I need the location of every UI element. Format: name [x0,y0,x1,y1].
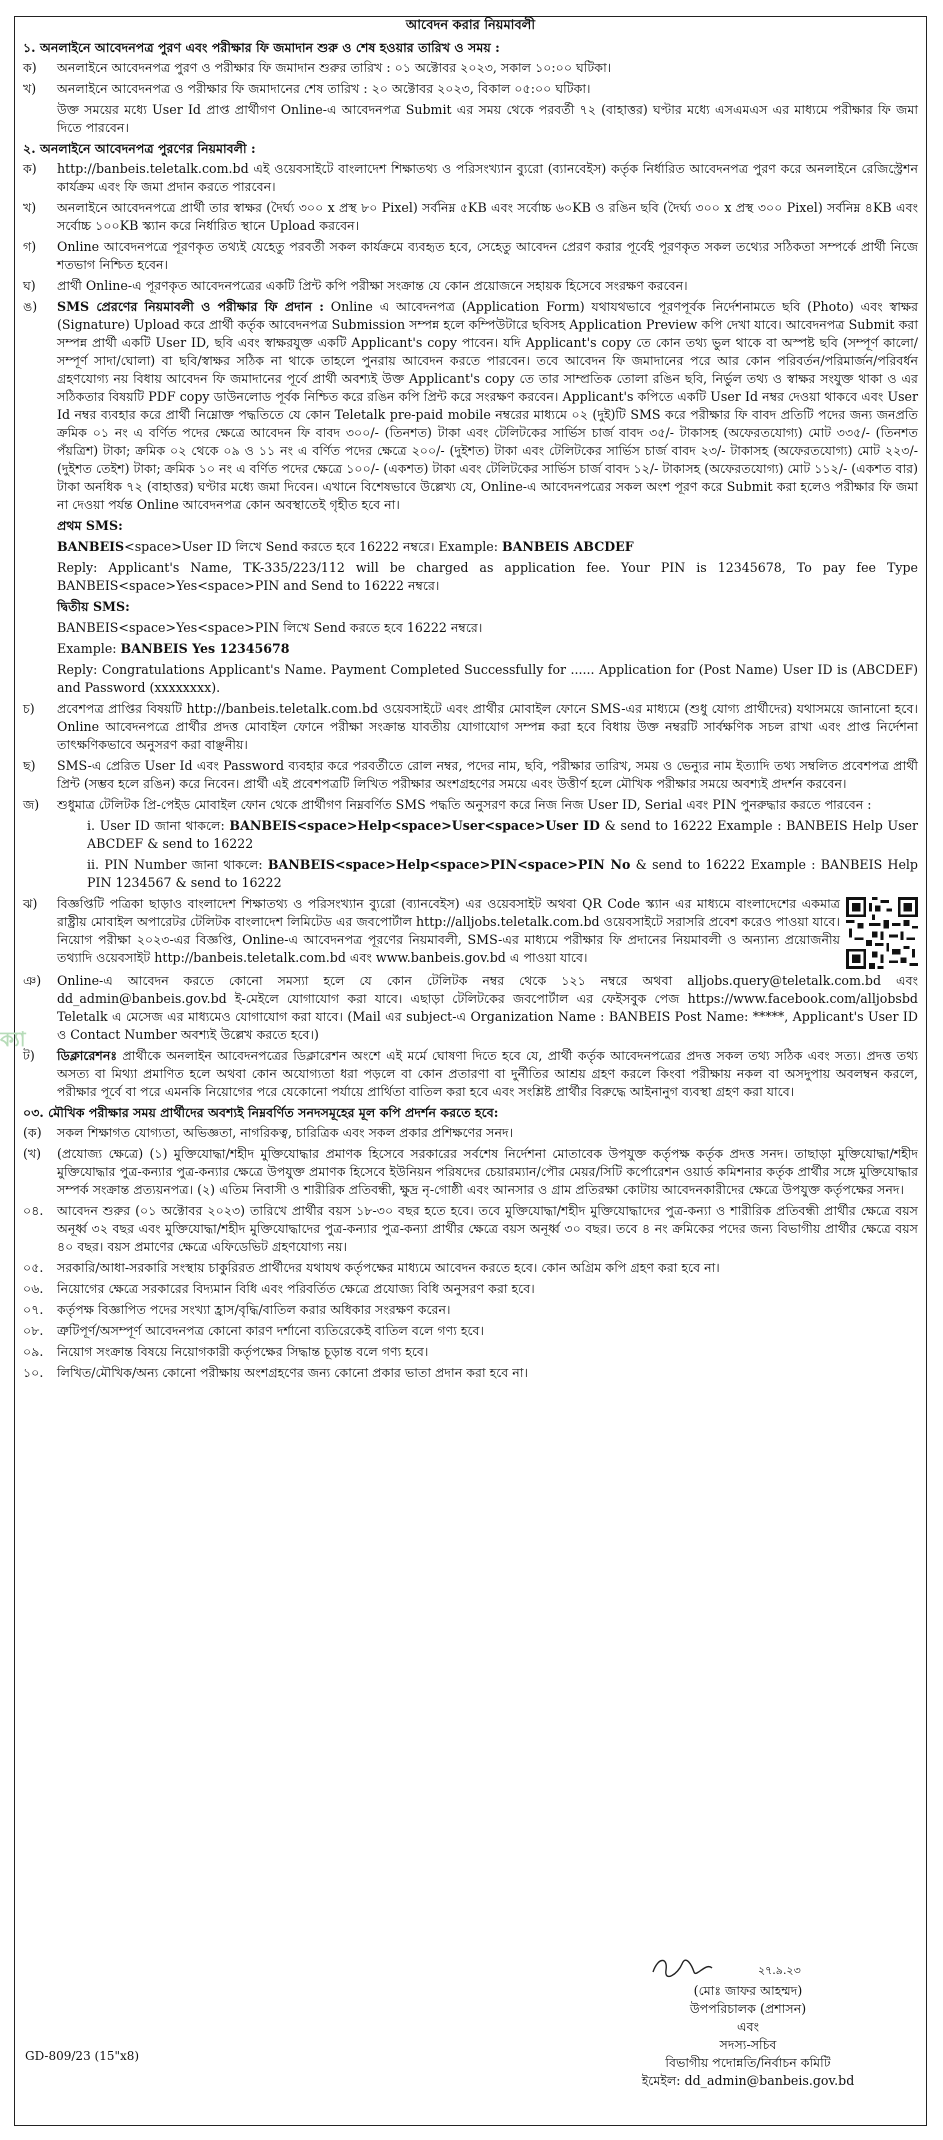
notice-title: আবেদন করার নিয়মাবলী [405,18,536,33]
sms-rules-text: Online এ আবেদনপত্র (Application Form) যথাযথভাবে পূরণপূর্বক নির্দেশনামতে ছবি (Photo) এবং স্বাক্ষর (Signature) Upload করে প্রার্থী কর্তৃক আবেদনপত্র Submission সম্পন্ন হলে কম্পিউটারে ছবিসহ Application Preview কপি দেখা যাবে। আবেদনপত্র Submit করা সম্পন্ন প্রার্থী একটি User ID, ছবি এবং স্বাক্ষরযুক্ত একটি Applicant's copy পাবেন। যদি Applicant's copy তে কোন তথ্য ভুল থাকে বা অস্পষ্ট ছবি (সম্পূর্ণ কালো/সম্পূর্ণ সাদা/ঘোলা) বা ছবি/স্বাক্ষর সঠিক না থাকে তাহলে পুনরায় আবেদন করতে পারবেন। তবে আবেদন ফি জমাদানের পরে আর কোন পরিবর্তন/পরিমার্জন/পরিবর্ধন গ্রহণযোগ্য নয় বিধায় আবেদন ফি জমাদানের পূর্বে প্রার্থী অবশ্যই উক্ত Applicant's copy তে তার সাম্প্রতিক তোলা রঙিন ছবি, নির্ভুল তথ্য ও স্বাক্ষর সংযুক্ত থাকা ও এর সঠিকতার বিষয়টি PDF copy ডাউনলোড পূর্বক নিশ্চিত করে রঙিন কপি প্রিন্ট করে সংরক্ষণ করবেন। Applicant's কপিতে একটি User Id নম্বর দেওয়া থাকবে এবং User Id নম্বর ব্যবহার করে প্রার্থী নিম্নোক্ত পদ্ধতিতে যে কোন Teletalk pre-paid mobile নম্বরের মাধ্যমে ০২ (দুই)টি SMS করে পরীক্ষার ফি বাবদ প্রতিটি পদের জন্য জনপ্রতি ক্রমিক ০১ নং এ বর্ণিত পদের ক্ষেত্রে আবেদন ফি বাবদ ৩০০/- (তিনশত) টাকা এবং টেলিটকের সার্ভিস চার্জ বাবদ ৩৫/- টাকাসহ (অফেরতযোগ্য) মোট ৩৩৫/- (তিনশত পঁয়ত্রিশ) টাকা; ক্রমিক ০২ থেকে ০৯ ও ১১ নং এ বর্ণিত পদের ক্ষেত্রে ২০০/- (দুইশত) টাকা এবং টেলিটকের সার্ভিস চার্জ বাবদ ২৩/- টাকাসহ (অফেরতযোগ্য) মোট ২২৩/- (দুইশত তেইশ) টাকা; ক্রমিক ১০ নং এ বর্ণিত পদের ক্ষেত্রে ১০০/- (একশত) টাকা এবং টেলিটকের সার্ভিস চার্জ বাবদ ১২/- টাকাসহ (অফেরতযোগ্য) মোট ১১২/- (একশত বার) টাকা অনধিক ৭২ (বাহাত্তর) ঘণ্টার মধ্যে জমা দিবেন। এখানে বিশেষভাবে উল্লেখ্য যে, Online-এ আবেদনপত্রের সকল অংশ পূরণ করে Submit করা হলেও পরীক্ষার ফি জমা না দেওয়া পর্যন্ত Online আবেদনপত্র কোন অবস্থাতেই গৃহীত হবে না। [57,299,918,512]
signature-area [618,1952,878,1982]
notice-frame [14,16,927,2126]
publication-code: GD-809/23 (15"x8) [25,2049,140,2063]
section-2-item-jha: ঝ) বিজ্ঞপ্তিটি পত্রিকা ছাড়াও বাংলাদেশ শিক্ষাতথ্য ও পরিসংখ্যান ব্যুরো (ব্যানবেইস) এর ওয়েবসাইট অথবা QR Code স্ক্যান এর মাধ্যমে বাংলাদেশের একমাত্র রাষ্ট্রীয় মোবাইল অপারেটর টেলিটক বাংলাদেশ লিমিটেড এর জবপোর্টাল http://alljobs.teletalk.com.bd ওয়েবসাইটে সরাসরি প্রবেশ করেও পাওয়া যাবে। নিয়োগ পরীক্ষা ২০২৩-এর বিজ্ঞপ্তি, Online-এ আবেদনপত্র পূরণের নিয়মাবলী, SMS-এর মাধ্যমে পরীক্ষার ফি প্রদানের নিয়মাবলী ও অন্যান্য প্রয়োজনীয় তথ্যাদি ওয়েবসাইট http://banbeis.teletalk.com.bd এবং www.banbeis.gov.bd এ পাওয়া যাবে। [23,895,918,969]
section-1-title: ১. অনলাইনে আবেদনপত্র পুরণ এবং পরীক্ষার ফি জমাদান শুরু ও শেষ হওয়ার তারিখ ও সময় : [23,40,500,55]
section-2-item-ka: ক) http://banbeis.teletalk.com.bd এই ওয়েবসাইটে বাংলাদেশ শিক্ষাতথ্য ও পরিসংখ্যান ব্যুরো (ব্যানবেইস) কর্তৃক নির্ধারিত আবেদনপত্র পুরণ করে অনলাইনে রেজিস্ট্রেশন কার্যক্রম এবং ফি জমা প্রদান করতে পারবেন। [23,161,918,194]
signature-scribble [648,1952,768,1982]
notice-body [23,37,918,1385]
section-1-item-kha: খ) অনলাইনে আবেদনপত্র ও পরীক্ষার ফি জমাদানের শেষ তারিখ : ২০ অক্টোবর ২০২৩, বিকাল ০৫:০০ ঘটিকা। [23,81,591,96]
section-1-item-ka: ক) অনলাইনে আবেদনপত্র পুরণ ও পরীক্ষার ফি জমাদান শুরুর তারিখ : ০১ অক্টোবর ২০২৩, সকাল ১০:০০ ঘটিকা। [23,60,612,75]
section-2-item-nya: ঞ) Online-এ আবেদন করতে কোনো সমস্যা হলে যে কোন টেলিটক নম্বর থেকে ১২১ নম্বরে অথবা alljobs.query@teletalk.com.bd এবং dd_admin@banbeis.gov.bd ই-মেইলে যোগাযোগ করা যাবে। এছাড়া টেলিটকের জবপোর্টাল এর ফেইসবুক পেজ https://www.facebook.com/alljobsbd Teletalk এ মেসেজ এর মাধ্যমেও যোগাযোগ করা যাবে। (Mail এর subject-এ Organization Name : BANBEIS Post Name: *****, Applicant's User ID ও Contact Number অবশ্যই উল্লেখ করতে হবে।) [23,973,918,1042]
item-07: ০৭. কর্তৃপক্ষ বিজ্ঞাপিত পদের সংখ্যা হ্রাস/বৃদ্ধি/বাতিল করার অধিকার সংরক্ষণ করেন। [23,1302,451,1317]
recovery-pin: ii. PIN Number জানা থাকলে: BANBEIS<space>Help<space>PIN<space>PIN No & send to 16222 Example : BANBEIS Help PIN 1234567 & send to 16222 [87,857,918,890]
signatory-committee: বিভাগীয় পদোন্নতি/নির্বাচন কমিটি [665,2055,831,2070]
section-2-item-kha: খ) অনলাইনে আবেদনপত্রে প্রার্থী তার স্বাক্ষর (দৈর্ঘ্য ৩০০ x প্রস্থ ৮০ Pixel) সর্বনিম্ন ৫KB এবং সর্বোচ্চ ৬০KB ও রঙিন ছবি (দৈর্ঘ্য ৩০০ x প্রস্থ ৩০০ Pixel) সর্বনিম্ন ৪KB এবং সর্বোচ্চ ১০০KB স্ক্যান করে নির্ধারিত স্থানে Upload করবেন। [23,200,918,233]
signatory-email: ইমেইল: dd_admin@banbeis.gov.bd [641,2073,855,2088]
declaration: ট) ডিক্লারেশনঃ প্রার্থীকে অনলাইন আবেদনপত্রের ডিক্লারেশন অংশে এই মর্মে ঘোষণা দিতে হবে যে, প্রার্থী কর্তৃক আবেদনপত্রের প্রদত্ত সকল তথ্য সঠিক এবং সত্য। প্রদত্ত তথ্য অসত্য বা মিথ্যা প্রমাণিত হলে অথবা কোন অযোগ্যতা ধরা পড়লে বা কোন প্রতারণা বা দুর্নীতির আশ্রয় গ্রহণ করলে কিংবা পরীক্ষায় নকল বা অসদুপায় অবলম্বন করলে, পরীক্ষার পূর্বে বা পরে এমনকি নিয়োগের পরে যেকোনো পর্যায়ে প্রার্থিতা বাতিল করা হবে এবং সংশ্লিষ্ট প্রার্থীর বিরুদ্ধে আইনানুগ ব্যবস্থা গ্রহণ করা যাবে। [23,1048,918,1099]
second-sms-reply: Reply: Congratulations Applicant's Name. Payment Completed Successfully for ...... Application for (Post Name) User ID is (ABCDEF) and Password (xxxxxxxx). [57,662,918,695]
section-3-item-ka: (ক) সকল শিক্ষাগত যোগ্যতা, অভিজ্ঞতা, নাগরিকত্ব, চারিত্রিক এবং সকল প্রকার প্রশিক্ষণের সনদ। [23,1125,514,1140]
signature-date: ২৭.৯.২৩ [758,1964,801,1977]
first-sms-heading: প্রথম SMS: [57,518,123,533]
qr-code-icon[interactable] [846,897,918,969]
item-08: ০৮. ত্রুটিপূর্ণ/অসম্পূর্ণ আবেদনপত্র কোনো কারণ দর্শানো ব্যতিরেকেই বাতিল বলে গণ্য হবে। [23,1323,485,1338]
recovery-user-id: i. User ID জানা থাকলে: BANBEIS<space>Help<space>User<space>User ID & send to 16222 Example : BANBEIS Help User ABCDEF & send to 16222 [87,818,919,851]
section-2-item-ja: জ) শুধুমাত্র টেলিটক প্রি-পেইড মোবাইল ফোন থেকে প্রার্থীগণ নিম্নবর্ণিত SMS পদ্ধতি অনুসরণ করে নিজ নিজ User ID, Serial এবং PIN পুনরুদ্ধার করতে পারবেন : [23,797,872,812]
item-10: ১০. লিখিত/মৌখিক/অন্য কোনো পরীক্ষায় অংশগ্রহণের জন্য কোনো প্রকার ভাতা প্রদান করা হবে না। [23,1365,528,1380]
signatory-name: (মোঃ জাফর আহম্মদ) [693,1983,803,1998]
watermark-logo: ক্যা [0,1027,27,1051]
item-05: ০৫. সরকারি/আধা-সরকারি সংস্থায় চাকুরিরত প্রার্থীদের যথাযথ কর্তৃপক্ষের মাধ্যমে আবেদন করতে হবে। কোন অগ্রিম কপি গ্রহণ করা হবে না। [23,1260,720,1275]
item-09: ০৯. নিয়োগ সংক্রান্ত বিষয়ে নিয়োগকারী কর্তৃপক্ষের সিদ্ধান্ত চূড়ান্ত বলে গণ্য হবে। [23,1344,429,1359]
declaration-heading: ডিক্লারেশনঃ [57,1048,118,1063]
item-04: ০৪. আবেদন শুরুর (০১ অক্টোবর ২০২৩) তারিখে প্রার্থীর বয়স ১৮-৩০ বছর হতে হবে। তবে মুক্তিযোদ্ধা/শহীদ মুক্তিযোদ্ধাদের পুত্র-কন্যা ও শারীরিক প্রতিবন্ধী প্রার্থীর ক্ষেত্রে বয়স অনূর্ধ্ব ৩২ বছর এবং মুক্তিযোদ্ধা/শহীদ মুক্তিযোদ্ধাদের পুত্র-কন্যার পুত্র-কন্যা প্রার্থীর ক্ষেত্রে বয়স অনূর্ধ্ব ৩০ বছর। তবে ৪ নং ক্রমিকের পদের জন্য বিভাগীয় প্রার্থীর ক্ষেত্রে বয়স ৪০ বছর। বয়স প্রমাণের ক্ষেত্রে এফিডেভিট গ্রহণযোগ্য নয়। [23,1203,918,1254]
section-2-item-gha: ঘ) প্রার্থী Online-এ পূরণকৃত আবেদনপত্রের একটি প্রিন্ট কপি পরীক্ষা সংক্রান্ত যে কোন প্রয়োজনে সহায়ক হিসেবে সংরক্ষণ করবেন। [23,278,688,293]
item-06: ০৬. নিয়োগের ক্ষেত্রে সরকারের বিদ্যমান বিধি এবং পরিবর্তিত ক্ষেত্রে প্রযোজ্য বিধি অনুসরণ করা হবে। [23,1281,535,1296]
section-1-note: উক্ত সময়ের মধ্যে User Id প্রাপ্ত প্রার্থীগণ Online-এ আবেদনপত্র Submit এর সময় থেকে পরবর্তী ৭২ (বাহাত্তর) ঘণ্টার মধ্যে এসএমএস এর মাধ্যমে পরীক্ষার ফি জমা দিতে পারবেন। [57,102,918,135]
first-sms-reply: Reply: Applicant's Name, TK-335/223/112 will be charged as application fee. Your PIN is 12345678, To pay fee Type BANBEIS<space>Yes<space>PIN and Send to 16222 নম্বরে। [57,560,918,593]
sms-rules: ঙ) SMS প্রেরণের নিয়মাবলী ও পরীক্ষার ফি প্রদান : Online এ আবেদনপত্র (Application Form) যথাযথভাবে পূরণপূর্বক নির্দেশনামতে ছবি (Photo) এবং স্বাক্ষর (Signature) Upload করে প্রার্থী কর্তৃক আবেদনপত্র Submission সম্পন্ন হলে কম্পিউটারে ছবিসহ Application Preview কপি দেখা যাবে। আবেদনপত্র Submit করা সম্পন্ন প্রার্থী একটি User ID, ছবি এবং স্বাক্ষরযুক্ত একটি Applicant's copy পাবেন। যদি Applicant's copy তে কোন তথ্য ভুল থাকে বা অস্পষ্ট ছবি (সম্পূর্ণ কালো/সম্পূর্ণ সাদা/ঘোলা) বা ছবি/স্বাক্ষর সঠিক না থাকে তাহলে পুনরায় আবেদন করতে পারবেন। তবে আবেদন ফি জমাদানের পরে আর কোন পরিবর্তন/পরিমার্জন/পরিবর্ধন গ্রহণযোগ্য নয় বিধায় আবেদন ফি জমাদানের পূর্বে প্রার্থী অবশ্যই উক্ত Applicant's copy তে তার সাম্প্রতিক তোলা রঙিন ছবি, নির্ভুল তথ্য ও স্বাক্ষর সংযুক্ত থাকা ও এর সঠিকতার বিষয়টি PDF copy ডাউনলোড পূর্বক নিশ্চিত করে রঙিন কপি প্রিন্ট করে সংরক্ষণ করবেন। Applicant's কপিতে একটি User Id নম্বর দেওয়া থাকবে এবং User Id নম্বর ব্যবহার করে প্রার্থী নিম্নোক্ত পদ্ধতিতে যে কোন Teletalk pre-paid mobile নম্বরের মাধ্যমে ০২ (দুই)টি SMS করে পরীক্ষার ফি বাবদ প্রতিটি পদের জন্য জনপ্রতি ক্রমিক ০১ নং এ বর্ণিত পদের ক্ষেত্রে আবেদন ফি বাবদ ৩০০/- (তিনশত) টাকা এবং টেলিটকের সার্ভিস চার্জ বাবদ ৩৫/- টাকাসহ (অফেরতযোগ্য) মোট ৩৩৫/- (তিনশত পঁয়ত্রিশ) টাকা; ক্রমিক ০২ থেকে ০৯ ও ১১ নং এ বর্ণিত পদের ক্ষেত্রে ২০০/- (দুইশত) টাকা এবং টেলিটকের সার্ভিস চার্জ বাবদ ২৩/- টাকাসহ (অফেরতযোগ্য) মোট ২২৩/- (দুইশত তেইশ) টাকা; ক্রমিক ১০ নং এ বর্ণিত পদের ক্ষেত্রে ১০০/- (একশত) টাকা এবং টেলিটকের সার্ভিস চার্জ বাবদ ১২/- টাকাসহ (অফেরতযোগ্য) মোট ১১২/- (একশত বার) টাকা অনধিক ৭২ (বাহাত্তর) ঘণ্টার মধ্যে জমা দিবেন। এখানে বিশেষভাবে উল্লেখ্য যে, Online-এ আবেদনপত্রের সকল অংশ পূরণ করে Submit করা হলেও পরীক্ষার ফি জমা না দেওয়া পর্যন্ত Online আবেদনপত্র কোন অবস্থাতেই গৃহীত হবে না। [23,299,918,512]
section-2-item-ga: গ) Online আবেদনপত্রে পূরণকৃত তথ্যই যেহেতু পরবর্তী সকল কার্যক্রমে ব্যবহৃত হবে, সেহেতু আবেদন প্রেরণ করার পূর্বেই পূরণকৃত সকল তথ্যের সঠিকতা সম্পর্কে প্রার্থী নিজে শতভাগ নিশ্চিত হবেন। [23,239,918,272]
section-3-title: ০৩. মৌখিক পরীক্ষার সময় প্রার্থীদের অবশ্যই নিম্নবর্ণিত সনদসমূহের মূল কপি প্রদর্শন করতে হবে: [23,1105,499,1120]
section-3-item-kha: (খ) (প্রযোজ্য ক্ষেত্রে) (১) মুক্তিযোদ্ধা/শহীদ মুক্তিযোদ্ধার প্রমাণক হিসেবে সরকারের সর্বশেষ নির্দেশনা মোতাবেক উপযুক্ত কর্তৃপক্ষ কর্তৃক প্রদত্ত সনদ। তাছাড়া মুক্তিযোদ্ধা/শহীদ মুক্তিযোদ্ধার পুত্র-কন্যার পুত্র-কন্যার ক্ষেত্রে উপযুক্ত প্রমাণক হিসেবে ইউনিয়ন পরিষদের চেয়ারম্যান/পৌর মেয়র/সিটি কর্পোরেশন ওয়ার্ড কমিশনার কর্তৃক প্রার্থীর সঙ্গে মুক্তিযোদ্ধার সম্পর্ক সংক্রান্ত প্রত্যয়নপত্র। (২) এতিম নিবাসী ও শারীরিক প্রতিবন্ধী, ক্ষুদ্র নৃ-গোষ্ঠী এবং আনসার ও গ্রাম প্রতিরক্ষা কোটায় আবেদনকারীদের ক্ষেত্রে উপযুক্ত কর্তৃপক্ষের সনদ। [23,1146,918,1197]
section-2-item-cha: চ) প্রবেশপত্র প্রাপ্তির বিষয়টি http://banbeis.teletalk.com.bd ওয়েবসাইটে এবং প্রার্থীর মোবাইল ফোনে SMS-এর মাধ্যমে (শুধু যোগ্য প্রার্থীদের) যথাসময়ে জানানো হবে। Online আবেদনপত্রে প্রার্থীর প্রদত্ত মোবাইল ফোনে পরীক্ষা সংক্রান্ত যাবতীয় যোগাযোগ সম্পন্ন করা হবে বিধায় উক্ত নম্বরটি সার্বক্ষণিক সচল রাখা এবং প্রাপ্ত নির্দেশনা তাৎক্ষণিকভাবে অনুসরণ করা বাঞ্ছনীয়। [23,701,918,752]
sms-rules-heading: SMS প্রেরণের নিয়মাবলী ও পরীক্ষার ফি প্রদান : [57,299,324,314]
signatory-designation: উপপরিচালক (প্রশাসন) [689,2001,807,2016]
first-sms-format: BANBEIS<space>User ID লিখে Send করতে হবে 16222 নম্বরে। Example: BANBEIS ABCDEF [57,539,634,554]
declaration-text: প্রার্থীকে অনলাইন আবেদনপত্রের ডিক্লারেশন অংশে এই মর্মে ঘোষণা দিতে হবে যে, প্রার্থী কর্তৃক আবেদনপত্রের প্রদত্ত সকল তথ্য সঠিক এবং সত্য। প্রদত্ত তথ্য অসত্য বা মিথ্যা প্রমাণিত হলে অথবা কোন অযোগ্যতা ধরা পড়লে বা কোন প্রতারণা বা দুর্নীতির আশ্রয় গ্রহণ করলে কিংবা পরীক্ষায় নকল বা অসদুপায় অবলম্বন করলে, পরীক্ষার পূর্বে বা পরে এমনকি নিয়োগের পরে যেকোনো পর্যায়ে প্রার্থিতা বাতিল করা হবে এবং সংশ্লিষ্ট প্রার্থীর বিরুদ্ধে আইনানুগ ব্যবস্থা গ্রহণ করা যাবে। [57,1048,918,1099]
second-sms-format: BANBEIS<space>Yes<space>PIN লিখে Send করতে হবে 16222 নম্বরে। [57,620,483,635]
second-sms-example: Example: BANBEIS Yes 12345678 [57,641,290,656]
section-2-item-chha: ছ) SMS-এ প্রেরিত User Id এবং Password ব্যবহার করে পরবর্তীতে রোল নম্বর, পদের নাম, ছবি, পরীক্ষার তারিখ, সময় ও ভেন্যুর নাম ইত্যাদি তথ্য সম্বলিত প্রবেশপত্র প্রার্থী প্রিন্ট (সম্ভব হলে রঙিন) করে নিবেন। প্রার্থী এই প্রবেশপত্রটি লিখিত পরীক্ষার অংশগ্রহণের সময়ে এবং উত্তীর্ণ হলে মৌখিক পরীক্ষার সময়ে অবশ্যই প্রদর্শন করবেন। [23,758,918,791]
second-sms-heading: দ্বিতীয় SMS: [57,599,130,614]
signature-block [618,1952,878,2090]
signatory-and: এবং [736,2019,759,2034]
section-2-title: ২. অনলাইনে আবেদনপত্র পুরণের নিয়মাবলী : [23,141,256,156]
signatory-role: সদস্য-সচিব [719,2037,777,2052]
